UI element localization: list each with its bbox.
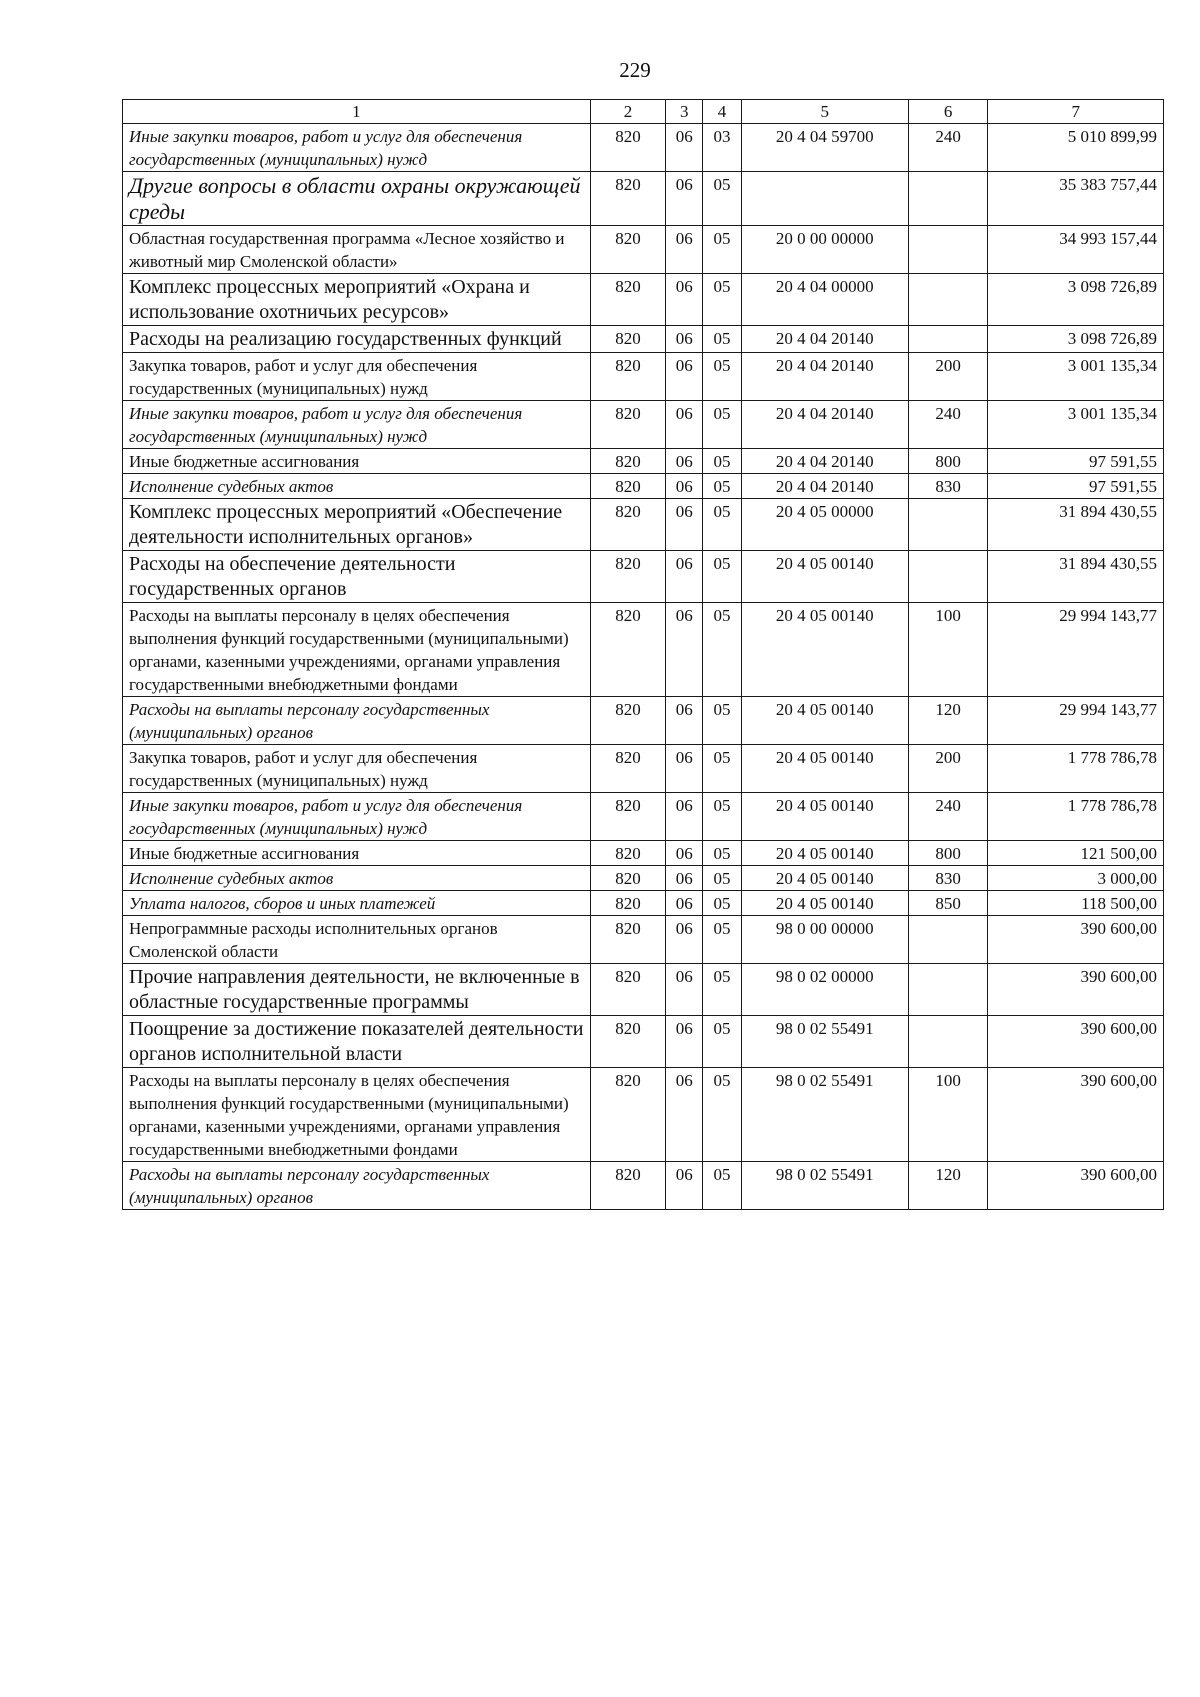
target-article-code: 20 4 04 20140 [741, 326, 908, 353]
target-article-code: 20 4 05 00140 [741, 551, 908, 603]
amount: 3 098 726,89 [988, 326, 1164, 353]
subsection-code: 05 [703, 603, 741, 697]
column-header-2: 2 [590, 100, 665, 124]
item-name: Расходы на обеспечение деятельности государственных органов [123, 551, 591, 603]
table-row [123, 964, 1164, 1016]
subsection-code: 05 [703, 401, 741, 449]
subsection-code: 05 [703, 891, 741, 916]
amount: 31 894 430,55 [988, 551, 1164, 603]
section-code: 06 [666, 274, 703, 326]
subsection-code: 05 [703, 499, 741, 551]
item-name: Уплата налогов, сборов и иных платежей [123, 891, 591, 916]
amount: 3 098 726,89 [988, 274, 1164, 326]
ministry-code: 820 [590, 499, 665, 551]
target-article-code: 98 0 00 00000 [741, 916, 908, 964]
target-article-code: 20 4 05 00140 [741, 841, 908, 866]
section-code: 06 [666, 326, 703, 353]
subsection-code: 05 [703, 841, 741, 866]
subsection-code: 05 [703, 866, 741, 891]
subsection-code: 05 [703, 1068, 741, 1162]
expense-type-code: 240 [908, 124, 988, 172]
item-name: Расходы на выплаты персоналу в целях обеспечения выполнения функций государственными (муниципальными) органами, казенными учреждениями, органами управления государственными внебюджетными фондами [123, 603, 591, 697]
table-row [123, 274, 1164, 326]
ministry-code: 820 [590, 401, 665, 449]
amount: 29 994 143,77 [988, 697, 1164, 745]
target-article-code: 20 4 05 00000 [741, 499, 908, 551]
target-article-code: 20 4 04 00000 [741, 274, 908, 326]
expense-type-code: 100 [908, 1068, 988, 1162]
amount: 1 778 786,78 [988, 745, 1164, 793]
item-name: Иные закупки товаров, работ и услуг для обеспечения государственных (муниципальных) нужд [123, 401, 591, 449]
ministry-code: 820 [590, 841, 665, 866]
subsection-code: 05 [703, 226, 741, 274]
item-name: Прочие направления деятельности, не включенные в областные государственные программы [123, 964, 591, 1016]
subsection-code: 05 [703, 172, 741, 226]
item-name: Закупка товаров, работ и услуг для обеспечения государственных (муниципальных) нужд [123, 745, 591, 793]
expense-type-code [908, 326, 988, 353]
amount: 1 778 786,78 [988, 793, 1164, 841]
section-code: 06 [666, 499, 703, 551]
column-header-4: 4 [703, 100, 741, 124]
section-code: 06 [666, 551, 703, 603]
section-code: 06 [666, 1016, 703, 1068]
target-article-code: 20 4 04 20140 [741, 353, 908, 401]
ministry-code: 820 [590, 697, 665, 745]
section-code: 06 [666, 964, 703, 1016]
table-row [123, 841, 1164, 866]
ministry-code: 820 [590, 1162, 665, 1210]
ministry-code: 820 [590, 916, 665, 964]
expense-type-code: 830 [908, 866, 988, 891]
item-name: Другие вопросы в области охраны окружающей среды [123, 172, 591, 226]
table-row [123, 745, 1164, 793]
table-row [123, 916, 1164, 964]
column-number-row [123, 100, 1164, 124]
column-header-5: 5 [741, 100, 908, 124]
table-row [123, 1068, 1164, 1162]
table-row [123, 499, 1164, 551]
section-code: 06 [666, 172, 703, 226]
item-name: Расходы на выплаты персоналу государственных (муниципальных) органов [123, 1162, 591, 1210]
table-row [123, 697, 1164, 745]
target-article-code: 20 4 05 00140 [741, 793, 908, 841]
section-code: 06 [666, 353, 703, 401]
expense-type-code: 830 [908, 474, 988, 499]
ministry-code: 820 [590, 793, 665, 841]
amount: 390 600,00 [988, 916, 1164, 964]
ministry-code: 820 [590, 1016, 665, 1068]
item-name: Иные бюджетные ассигнования [123, 841, 591, 866]
table-row [123, 474, 1164, 499]
expense-type-code [908, 274, 988, 326]
ministry-code: 820 [590, 1068, 665, 1162]
subsection-code: 05 [703, 326, 741, 353]
item-name: Областная государственная программа «Лесное хозяйство и животный мир Смоленской области» [123, 226, 591, 274]
target-article-code: 98 0 02 55491 [741, 1016, 908, 1068]
item-name: Иные закупки товаров, работ и услуг для обеспечения государственных (муниципальных) нужд [123, 793, 591, 841]
ministry-code: 820 [590, 353, 665, 401]
section-code: 06 [666, 793, 703, 841]
item-name: Расходы на выплаты персоналу государственных (муниципальных) органов [123, 697, 591, 745]
target-article-code: 20 4 04 20140 [741, 449, 908, 474]
target-article-code: 98 0 02 00000 [741, 964, 908, 1016]
amount: 34 993 157,44 [988, 226, 1164, 274]
table-row [123, 226, 1164, 274]
page-number: 229 [619, 58, 651, 82]
section-code: 06 [666, 916, 703, 964]
subsection-code: 05 [703, 449, 741, 474]
target-article-code: 20 4 05 00140 [741, 745, 908, 793]
item-name: Комплекс процессных мероприятий «Охрана и использование охотничьих ресурсов» [123, 274, 591, 326]
table-row [123, 603, 1164, 697]
amount: 3 001 135,34 [988, 353, 1164, 401]
expense-type-code: 200 [908, 353, 988, 401]
expense-type-code: 100 [908, 603, 988, 697]
section-code: 06 [666, 891, 703, 916]
expense-type-code: 240 [908, 401, 988, 449]
subsection-code: 05 [703, 697, 741, 745]
column-header-1: 1 [123, 100, 591, 124]
expense-type-code: 800 [908, 449, 988, 474]
subsection-code: 03 [703, 124, 741, 172]
target-article-code: 20 4 04 20140 [741, 474, 908, 499]
amount: 118 500,00 [988, 891, 1164, 916]
subsection-code: 05 [703, 1016, 741, 1068]
amount: 29 994 143,77 [988, 603, 1164, 697]
expense-type-code [908, 916, 988, 964]
section-code: 06 [666, 124, 703, 172]
table-row [123, 326, 1164, 353]
subsection-code: 05 [703, 916, 741, 964]
ministry-code: 820 [590, 866, 665, 891]
section-code: 06 [666, 841, 703, 866]
ministry-code: 820 [590, 551, 665, 603]
subsection-code: 05 [703, 353, 741, 401]
expense-type-code: 200 [908, 745, 988, 793]
section-code: 06 [666, 745, 703, 793]
subsection-code: 05 [703, 793, 741, 841]
subsection-code: 05 [703, 745, 741, 793]
table-row [123, 793, 1164, 841]
budget-table [122, 99, 1164, 1210]
item-name: Иные закупки товаров, работ и услуг для обеспечения государственных (муниципальных) нужд [123, 124, 591, 172]
item-name: Исполнение судебных актов [123, 474, 591, 499]
subsection-code: 05 [703, 964, 741, 1016]
table-row [123, 891, 1164, 916]
target-article-code: 20 4 04 20140 [741, 401, 908, 449]
item-name: Непрограммные расходы исполнительных органов Смоленской области [123, 916, 591, 964]
target-article-code: 98 0 02 55491 [741, 1068, 908, 1162]
item-name: Комплекс процессных мероприятий «Обеспечение деятельности исполнительных органов» [123, 499, 591, 551]
ministry-code: 820 [590, 274, 665, 326]
item-name: Иные бюджетные ассигнования [123, 449, 591, 474]
expense-type-code [908, 499, 988, 551]
amount: 97 591,55 [988, 449, 1164, 474]
ministry-code: 820 [590, 449, 665, 474]
amount: 390 600,00 [988, 964, 1164, 1016]
item-name: Расходы на реализацию государственных функций [123, 326, 591, 353]
table-row [123, 401, 1164, 449]
item-name: Расходы на выплаты персоналу в целях обеспечения выполнения функций государственными (муниципальными) органами, казенными учреждениями, органами управления государственными внебюджетными фондами [123, 1068, 591, 1162]
section-code: 06 [666, 1068, 703, 1162]
target-article-code: 20 4 05 00140 [741, 603, 908, 697]
item-name: Закупка товаров, работ и услуг для обеспечения государственных (муниципальных) нужд [123, 353, 591, 401]
ministry-code: 820 [590, 474, 665, 499]
section-code: 06 [666, 697, 703, 745]
table-row [123, 353, 1164, 401]
amount: 3 000,00 [988, 866, 1164, 891]
section-code: 06 [666, 1162, 703, 1210]
table-row [123, 1016, 1164, 1068]
ministry-code: 820 [590, 172, 665, 226]
expense-type-code: 120 [908, 697, 988, 745]
ministry-code: 820 [590, 226, 665, 274]
amount: 390 600,00 [988, 1162, 1164, 1210]
subsection-code: 05 [703, 274, 741, 326]
expense-type-code: 240 [908, 793, 988, 841]
expense-type-code [908, 172, 988, 226]
amount: 35 383 757,44 [988, 172, 1164, 226]
ministry-code: 820 [590, 964, 665, 1016]
amount: 5 010 899,99 [988, 124, 1164, 172]
target-article-code [741, 172, 908, 226]
expense-type-code: 800 [908, 841, 988, 866]
section-code: 06 [666, 449, 703, 474]
subsection-code: 05 [703, 551, 741, 603]
subsection-code: 05 [703, 474, 741, 499]
expense-type-code [908, 226, 988, 274]
target-article-code: 20 4 05 00140 [741, 891, 908, 916]
target-article-code: 20 4 04 59700 [741, 124, 908, 172]
subsection-code: 05 [703, 1162, 741, 1210]
ministry-code: 820 [590, 124, 665, 172]
column-header-6: 6 [908, 100, 988, 124]
amount: 390 600,00 [988, 1068, 1164, 1162]
table-row [123, 551, 1164, 603]
column-header-7: 7 [988, 100, 1164, 124]
target-article-code: 20 4 05 00140 [741, 866, 908, 891]
target-article-code: 98 0 02 55491 [741, 1162, 908, 1210]
ministry-code: 820 [590, 891, 665, 916]
section-code: 06 [666, 226, 703, 274]
column-header-3: 3 [666, 100, 703, 124]
expense-type-code [908, 964, 988, 1016]
amount: 31 894 430,55 [988, 499, 1164, 551]
ministry-code: 820 [590, 745, 665, 793]
table-row [123, 124, 1164, 172]
table-row [123, 172, 1164, 226]
amount: 121 500,00 [988, 841, 1164, 866]
item-name: Поощрение за достижение показателей деятельности органов исполнительной власти [123, 1016, 591, 1068]
expense-type-code [908, 1016, 988, 1068]
table-row [123, 866, 1164, 891]
item-name: Исполнение судебных актов [123, 866, 591, 891]
expense-type-code: 850 [908, 891, 988, 916]
amount: 97 591,55 [988, 474, 1164, 499]
target-article-code: 20 4 05 00140 [741, 697, 908, 745]
expense-type-code [908, 551, 988, 603]
budget-table-body [123, 124, 1164, 1210]
amount: 3 001 135,34 [988, 401, 1164, 449]
amount: 390 600,00 [988, 1016, 1164, 1068]
expense-type-code: 120 [908, 1162, 988, 1210]
table-row [123, 449, 1164, 474]
section-code: 06 [666, 401, 703, 449]
ministry-code: 820 [590, 326, 665, 353]
section-code: 06 [666, 866, 703, 891]
section-code: 06 [666, 603, 703, 697]
section-code: 06 [666, 474, 703, 499]
ministry-code: 820 [590, 603, 665, 697]
table-row [123, 1162, 1164, 1210]
target-article-code: 20 0 00 00000 [741, 226, 908, 274]
